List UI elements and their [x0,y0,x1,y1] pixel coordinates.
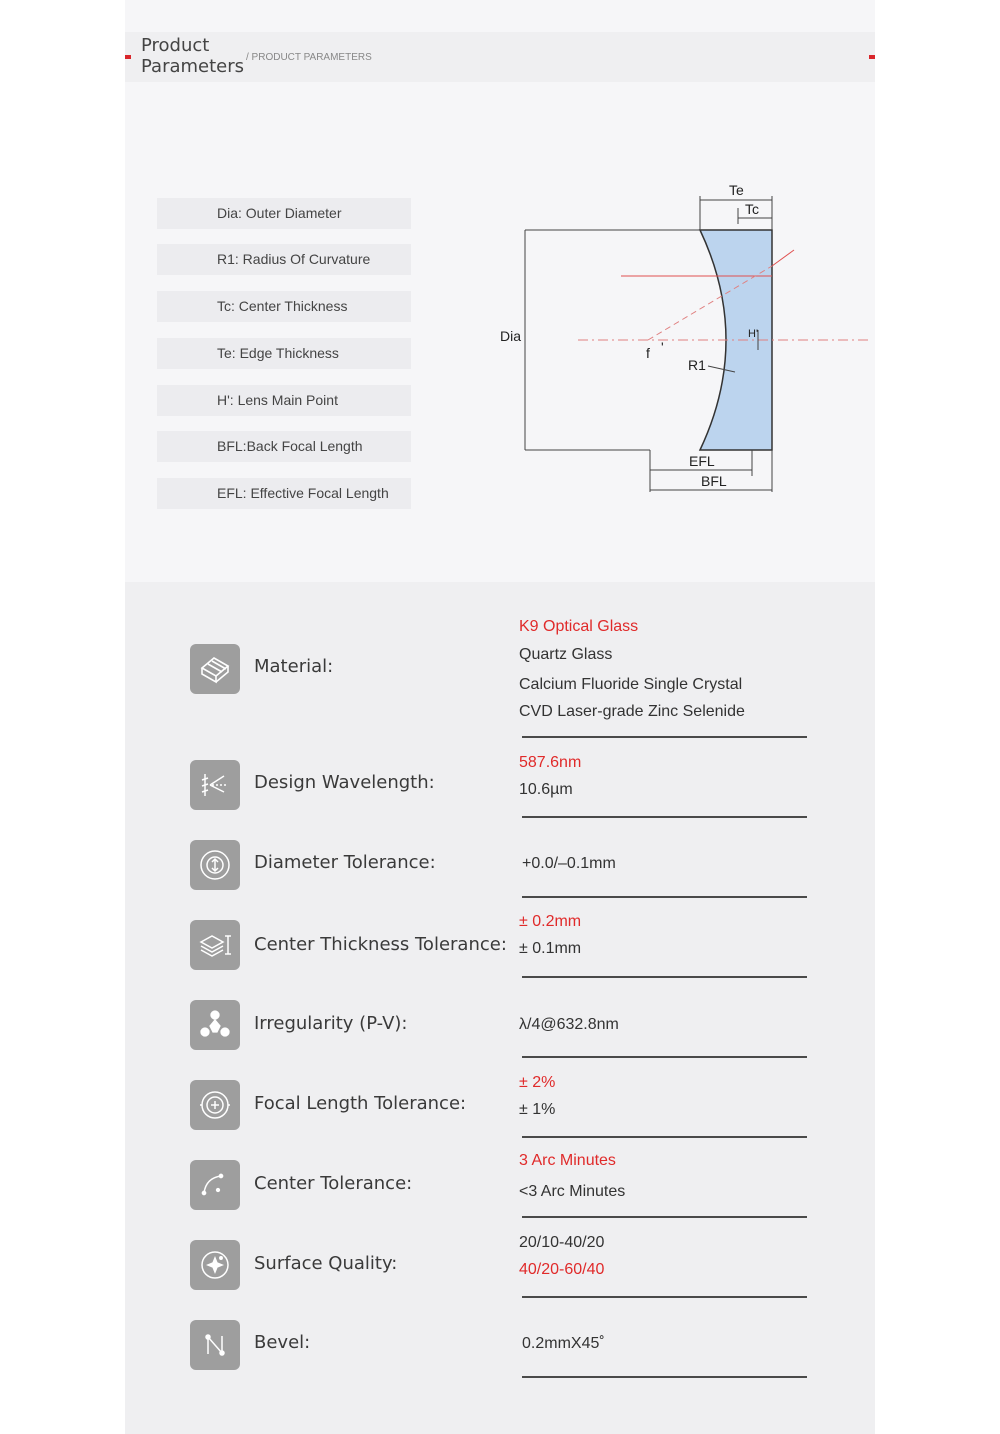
spec-divider [522,736,807,738]
spec-value: 10.6µm [519,781,573,798]
irregularity-icon [190,1000,240,1050]
spec-label: Focal Length Tolerance: [254,1093,467,1114]
spec-divider [522,1136,807,1138]
spec-value: 20/10-40/20 [519,1234,605,1251]
spec-value: λ/4@632.8nm [519,1016,619,1033]
f-prime-label: ' [661,339,664,355]
param-item-bfl: BFL:Back Focal Length [157,431,411,462]
spec-label: Bevel: [254,1332,311,1353]
r1-label: R1 [688,357,706,373]
spec-label: Center Thickness Tolerance: [254,934,507,955]
f-label: f [646,345,650,361]
spec-value: K9 Optical Glass [519,618,639,635]
spec-value: 0.2mmX45˚ [522,1335,605,1352]
bfl-label: BFL [701,473,727,489]
cube-stack-icon [190,644,240,694]
spec-divider [522,1376,807,1378]
section-title-line-2: Parameters [141,56,245,77]
spec-value: 40/20-60/40 [519,1261,605,1278]
spec-divider [522,816,807,818]
spec-value: Calcium Fluoride Single Crystal [519,676,743,693]
spec-divider [522,1056,807,1058]
header-accent-right [869,55,875,59]
param-item-tc: Tc: Center Thickness [157,291,411,322]
diameter-icon [190,840,240,890]
spec-label: Irregularity (P-V): [254,1013,408,1034]
spec-value: ± 2% [519,1074,556,1091]
param-item-h: H': Lens Main Point [157,385,411,416]
spec-label: Center Tolerance: [254,1173,413,1194]
spec-value: 3 Arc Minutes [519,1152,616,1169]
spec-value: ± 0.1mm [519,940,582,957]
param-item-efl: EFL: Effective Focal Length [157,478,411,509]
spec-divider [522,896,807,898]
spec-divider [522,1216,807,1218]
spec-value: ± 0.2mm [519,913,582,930]
efl-label: EFL [689,453,715,469]
spec-label: Diameter Tolerance: [254,852,436,873]
spec-label: Surface Quality: [254,1253,398,1274]
spec-value: ± 1% [519,1101,556,1118]
spec-label: Design Wavelength: [254,772,435,793]
spec-divider [522,1296,807,1298]
tc-label: Tc [745,201,759,217]
center-tolerance-icon [190,1160,240,1210]
spec-value: CVD Laser-grade Zinc Selenide [519,703,745,720]
te-label: Te [729,182,744,198]
param-item-te: Te: Edge Thickness [157,338,411,369]
spec-divider [522,976,807,978]
header-accent-left [125,55,131,59]
spec-section [125,582,875,1434]
spec-value: Quartz Glass [519,646,613,663]
spec-label: Material: [254,656,334,677]
focal-tolerance-icon [190,1080,240,1130]
dia-label: Dia [500,328,522,344]
section-subtitle: / PRODUCT PARAMETERS [246,52,372,63]
bevel-icon [190,1320,240,1370]
lens-diagram [490,180,875,500]
surface-quality-icon [190,1240,240,1290]
refracted-ray [772,250,794,266]
wavelength-icon [190,760,240,810]
spec-value: 587.6nm [519,754,582,771]
param-item-dia: Dia: Outer Diameter [157,198,411,229]
spec-value: +0.0/–0.1mm [522,855,616,872]
section-title-line-1: Product [141,35,210,56]
section-title [141,35,251,77]
spec-value: <3 Arc Minutes [519,1183,626,1200]
h-label: H' [748,328,759,340]
param-item-r1: R1: Radius Of Curvature [157,244,411,275]
thickness-icon [190,920,240,970]
